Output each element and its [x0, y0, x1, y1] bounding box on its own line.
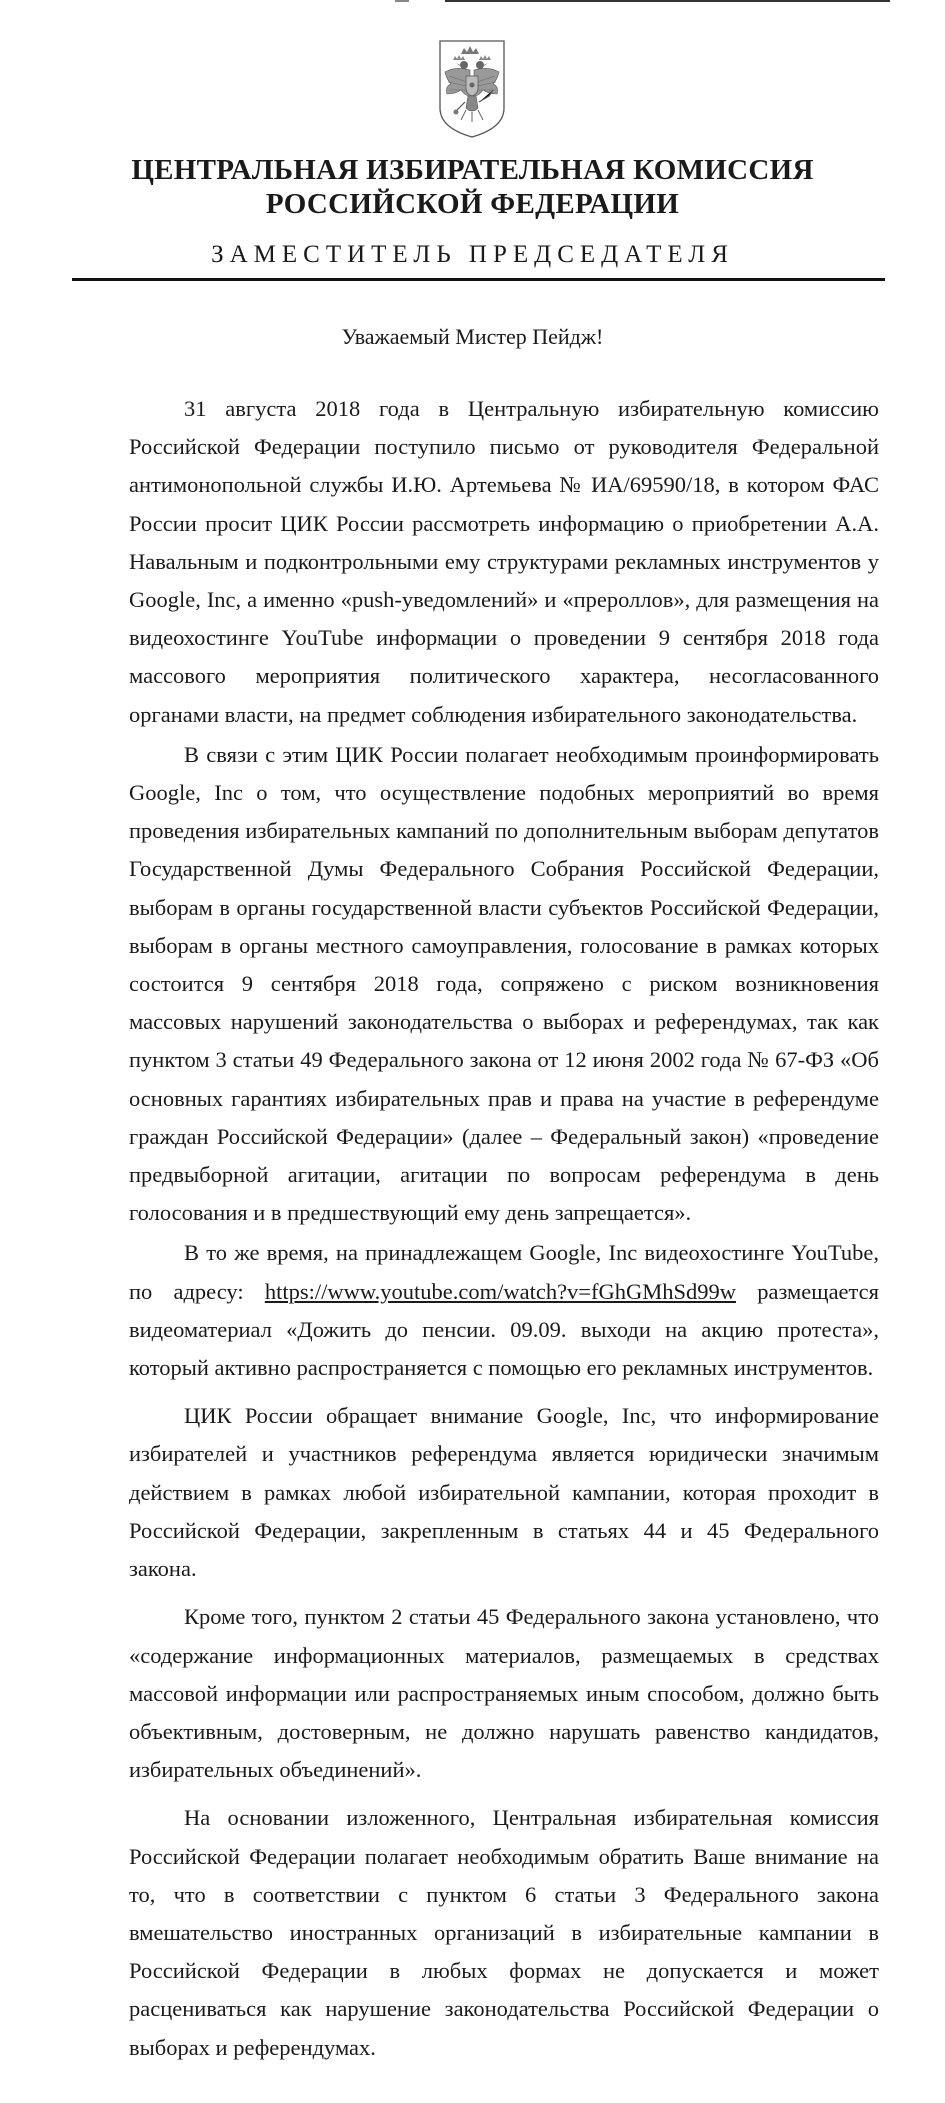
paragraph-4: ЦИК России обращает внимание Google, Inc, что информирование избирателей и участников референдума является юридически значимым действием в рамках любой избирательной кампании, которая проходит в Российской Федерации, закрепленным в статьях 44 и 45 Федерального закона.	[129, 1403, 879, 1582]
top-scan-line	[445, 0, 890, 2]
russian-coat-of-arms-icon	[437, 38, 507, 140]
youtube-video-link[interactable]: https://www.youtube.com/watch?v=fGhGMhSd99w	[264, 1278, 737, 1304]
organization-title-line1: ЦЕНТРАЛЬНАЯ ИЗБИРАТЕЛЬНАЯ КОМИССИЯ	[131, 154, 814, 186]
paragraph-6: На основании изложенного, Центральная избирательная комиссия Российской Федерации полагает необходимым обратить Ваше внимание на то, что в соответствии с пунктом 6 статьи 3 Федерального закона вмешательство иностранных организаций в избирательные кампании в Российской Федерации в любых формах не допускается и может расцениваться как нарушение законодательства Российской Федерации о выборах и референдумах.	[129, 1805, 879, 2060]
paragraph-3-text-after: размещается видеоматериал «Дожить до пенсии. 09.09. выходи на акцию протеста», который активно распространяется с помощью его рекламных инструментов.	[129, 1278, 879, 1381]
letter-body	[129, 390, 879, 2067]
sender-position: ЗАМЕСТИТЕЛЬ ПРЕДСЕДАТЕЛЯ	[211, 241, 734, 268]
header-divider	[72, 278, 885, 281]
salutation: Уважаемый Мистер Пейдж!	[341, 324, 604, 349]
paragraph-3	[129, 1234, 879, 1387]
paragraph-3-text-before: В то же время, на принадлежащем Google, Inc видеохостинге YouTube, по адресу:	[129, 1240, 879, 1304]
top-scan-mark	[395, 0, 409, 2]
paragraph-5: Кроме того, пунктом 2 статьи 45 Федерального закона установлено, что «содержание информационных материалов, размещаемых в средствах массовой информации или распространяемых иным способом, должно быть объективным, достоверным, не должно нарушать равенство кандидатов, избирательных объединений».	[129, 1604, 879, 1783]
paragraph-1: 31 августа 2018 года в Центральную избирательную комиссию Российской Федерации поступило письмо от руководителя Федеральной антимонопольной службы И.Ю. Артемьева № ИА/69590/18, в котором ФАС России просит ЦИК России рассмотреть информацию о приобретении А.А. Навальным и подконтрольными ему структурами рекламных инструментов у Google, Inc, а именно «push-уведомлений» и «прероллов», для размещения на видеохостинге YouTube информации о проведении 9 сентября 2018 года массового мероприятия политического характера, несогласованного органами власти, на предмет соблюдения избирательного законодательства.	[129, 396, 879, 727]
paragraph-2: В связи с этим ЦИК России полагает необходимым проинформировать Google, Inc о том, что осуществление подобных мероприятий во время проведения избирательных кампаний по дополнительным выборам депутатов Государственной Думы Федерального Собрания Российской Федерации, выборам в органы государственной власти субъектов Российской Федерации, выборам в органы местного самоуправления, голосование в рамках которых состоится 9 сентября 2018 года, сопряжено с риском возникновения массовых нарушений законодательства о выборах и референдумах, так как пунктом 3 статьи 49 Федерального закона от 12 июня 2002 года № 67-ФЗ «Об основных гарантиях избирательных прав и права на участие в референдуме граждан Российской Федерации» (далее – Федеральный закон) «проведение предвыборной агитации, агитации по вопросам референдума в день голосования и в предшествующий ему день запрещается».	[129, 741, 879, 1226]
organization-title-line2: РОССИЙСКОЙ ФЕДЕРАЦИИ	[265, 188, 680, 220]
